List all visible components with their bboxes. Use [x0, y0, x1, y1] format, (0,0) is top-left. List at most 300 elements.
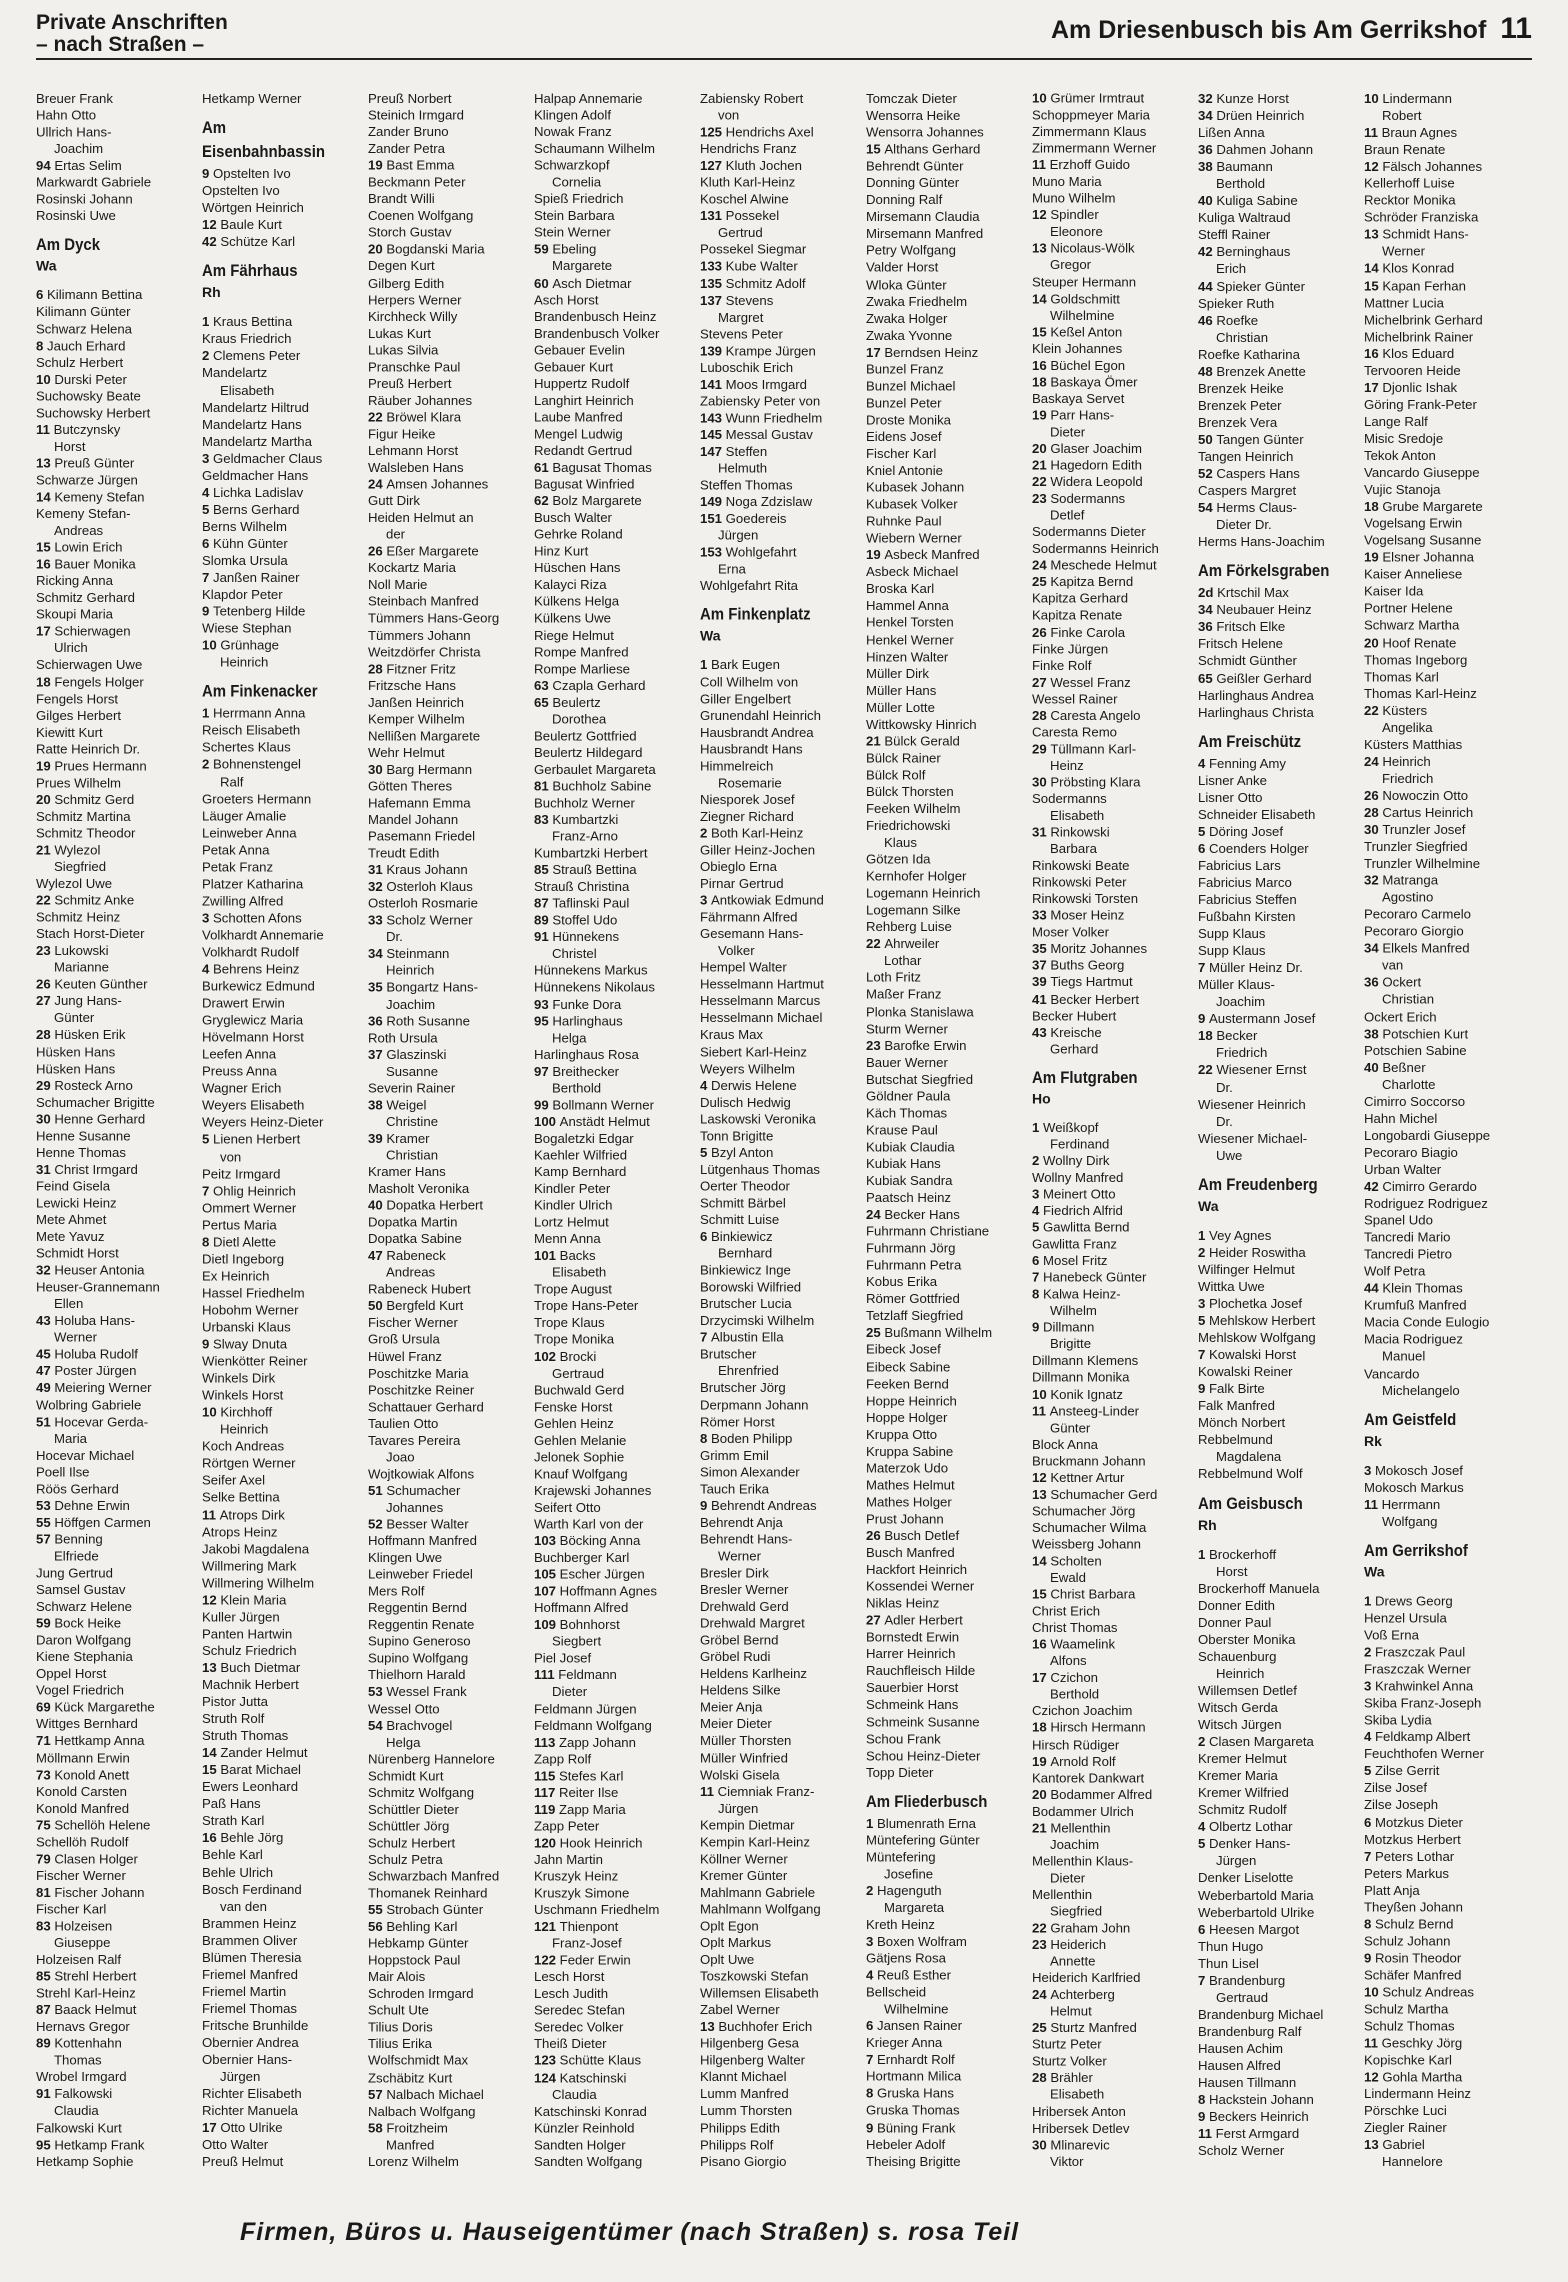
resident-entry [1032, 157, 1198, 174]
resident-name: Gätjens Rosa [866, 1950, 946, 1966]
resident-entry [202, 1830, 368, 1847]
resident-entry [1364, 651, 1530, 668]
resident-entry [700, 191, 866, 208]
resident-name: Kemeny Stefan- [36, 506, 131, 522]
resident-name: Hoppe Heinrich [866, 1392, 957, 1408]
resident-name: Schwarze Jürgen [36, 472, 138, 488]
resident-entry [1198, 959, 1364, 976]
resident-name: Koch Andreas [202, 1438, 285, 1454]
resident-entry [700, 174, 866, 191]
resident-name: Althans Gerhard [884, 141, 981, 157]
resident-entry [1032, 657, 1198, 674]
resident-name: Siegbert [552, 1634, 602, 1649]
resident-name: Ernhardt Rolf [877, 2052, 955, 2068]
resident-entry [1364, 158, 1530, 175]
house-number: 7 [1198, 1347, 1209, 1363]
resident-name: Wollny Dirk [1043, 1153, 1110, 1169]
resident-entry [866, 1848, 1032, 1865]
resident-name: Becker Hubert [1032, 1008, 1117, 1023]
resident-name: Petak Franz [202, 859, 274, 875]
resident-entry [1198, 1329, 1364, 1346]
resident-name: Werner [718, 1548, 761, 1564]
resident-entry [1198, 1546, 1364, 1563]
resident-name: Potschien Kurt [1382, 1025, 1469, 1041]
house-number: 4 [866, 1967, 877, 1983]
resident-name: Grümer Irmtraut [1050, 90, 1145, 106]
resident-name: Schwarz Martha [1364, 617, 1460, 633]
resident-name: Berns Gerhard [213, 501, 300, 517]
resident-name: Kube Walter [725, 259, 798, 274]
resident-entry [202, 1080, 368, 1097]
house-number: 15 [36, 539, 55, 555]
resident-entry [700, 1295, 866, 1312]
resident-entry [534, 258, 700, 275]
resident-entry [1364, 1280, 1530, 1297]
resident-name: Tervooren Heide [1364, 362, 1461, 378]
resident-entry [36, 157, 202, 174]
resident-name: Zilse Gerrit [1375, 1763, 1440, 1779]
resident-name: Stoffel Udo [552, 912, 618, 928]
resident-entry [1032, 1186, 1198, 1203]
resident-name: Kirchhoff [220, 1404, 273, 1420]
resident-name: Hesselmann Marcus [700, 993, 821, 1009]
resident-name: Angelika [1382, 719, 1433, 735]
resident-entry [36, 1665, 202, 1682]
resident-name: Hannelore [1382, 2154, 1443, 2170]
resident-entry [1032, 874, 1198, 891]
resident-entry [1198, 1380, 1364, 1397]
resident-name: Behling Karl [386, 1919, 458, 1934]
house-number: 24 [1032, 1987, 1051, 2002]
resident-name: Rosin Theodor [1375, 1950, 1462, 1966]
resident-entry [368, 660, 534, 677]
resident-entry [700, 1850, 866, 1867]
resident-name: Henzel Ursula [1364, 1610, 1447, 1626]
resident-entry [36, 404, 202, 421]
resident-entry [700, 376, 866, 393]
resident-name: Gryglewicz Maria [202, 1012, 304, 1028]
resident-entry [1032, 724, 1198, 741]
resident-entry [202, 1233, 368, 1250]
resident-name: Ellen [54, 1296, 84, 1312]
resident-entry [866, 377, 1032, 394]
resident-entry [700, 140, 866, 157]
resident-entry [1198, 1989, 1364, 2006]
resident-entry [534, 1214, 700, 1231]
resident-entry [1364, 1661, 1530, 1678]
house-number: 31 [368, 862, 387, 878]
resident-name: Schmitz Heinz [36, 909, 121, 925]
resident-name: Grünhage [220, 637, 279, 653]
resident-name: Oberster Monika [1198, 1631, 1296, 1647]
resident-entry [36, 472, 202, 489]
resident-entry [700, 208, 866, 225]
resident-name: Schröder Franziska [1364, 209, 1479, 225]
resident-name: Thomas Karl [1364, 668, 1439, 684]
resident-entry [202, 927, 368, 944]
house-number: 2 [202, 348, 213, 364]
house-number: 135 [700, 275, 726, 291]
resident-entry [1364, 838, 1530, 855]
resident-name: Sturtz Volker [1032, 2053, 1107, 2069]
resident-entry [1032, 123, 1198, 140]
resident-name: Busch Manfred [866, 1545, 955, 1561]
resident-entry [202, 1370, 368, 1387]
resident-entry [700, 426, 866, 443]
house-number: 113 [534, 1734, 559, 1750]
resident-name: Vancardo Giuseppe [1364, 464, 1480, 480]
resident-name: Mete Ahmet [36, 1212, 107, 1228]
house-number: 81 [534, 778, 553, 794]
resident-name: Claudia [552, 2086, 597, 2102]
resident-entry [36, 690, 202, 707]
resident-entry [534, 1063, 700, 1080]
resident-entry [866, 394, 1032, 411]
resident-entry [700, 1312, 866, 1329]
resident-name: Volker [718, 943, 755, 959]
resident-entry [368, 1516, 534, 1533]
resident-entry [1032, 1252, 1198, 1269]
resident-entry [1198, 1733, 1364, 1750]
resident-name: Jakobi Magdalena [202, 1540, 310, 1556]
resident-entry [1198, 1767, 1364, 1784]
resident-entry [368, 1180, 534, 1197]
house-number: 14 [1364, 260, 1383, 276]
resident-name: Kiene Stephania [36, 1649, 133, 1665]
resident-name: Eleonore [1050, 224, 1103, 240]
resident-name: Trope Hans-Peter [534, 1298, 639, 1314]
resident-name: Robert [1382, 107, 1422, 123]
resident-entry [1198, 363, 1364, 380]
house-number: 12 [202, 217, 221, 233]
resident-entry [700, 1699, 866, 1716]
resident-entry [368, 1885, 534, 1902]
resident-entry [534, 1549, 700, 1566]
page-footer: Firmen, Büros u. Hauseigentümer (nach Straßen) s. rosa Teil [240, 2218, 1020, 2246]
resident-name: Halpap Annemarie [534, 90, 643, 106]
resident-entry [1032, 2103, 1198, 2120]
resident-name: Kruppa Otto [866, 1426, 938, 1442]
house-number: 28 [36, 1027, 55, 1043]
resident-entry [1198, 1784, 1364, 1801]
resident-name: Müller Lotte [866, 699, 935, 715]
house-number: 36 [368, 1013, 387, 1029]
resident-name: Erich [1216, 261, 1247, 277]
resident-name: Meier Anja [700, 1699, 763, 1715]
resident-entry [1364, 124, 1530, 141]
resident-name: Bodammer Alfred [1050, 1787, 1153, 1802]
resident-name: Küsters Matthias [1364, 736, 1463, 752]
resident-entry [700, 1043, 866, 1060]
resident-entry [1364, 1695, 1530, 1712]
resident-name: Hövelmann Horst [202, 1029, 304, 1045]
resident-name: Sodermanns Heinrich [1032, 541, 1159, 556]
resident-name: Reggentin Bernd [368, 1600, 467, 1616]
house-number: 30 [1364, 821, 1383, 837]
resident-entry [534, 1851, 700, 1868]
resident-entry [202, 586, 368, 603]
resident-name: Moser Heinz [1050, 908, 1125, 923]
resident-name: Drüen Heinrich [1216, 108, 1305, 124]
resident-entry [1032, 1769, 1198, 1786]
resident-entry [534, 1381, 700, 1398]
resident-entry [368, 1818, 534, 1835]
resident-entry [534, 1834, 700, 1851]
house-number: 95 [534, 1013, 553, 1029]
resident-entry [1364, 107, 1530, 124]
resident-entry [368, 1700, 534, 1717]
house-number: 7 [866, 2052, 877, 2068]
resident-name: Baule Kurt [220, 217, 282, 233]
resident-entry [534, 1197, 700, 1214]
resident-entry [36, 2102, 202, 2119]
house-number: 37 [368, 1047, 387, 1062]
house-number: 124 [534, 2070, 560, 2085]
resident-entry [534, 778, 700, 795]
resident-entry [1364, 1513, 1530, 1530]
resident-name: Gehlen Heinz [534, 1416, 614, 1431]
resident-entry [1364, 685, 1530, 702]
house-number: 26 [1364, 787, 1383, 803]
resident-name: Steinich Irmgard [368, 107, 465, 123]
resident-entry [368, 2086, 534, 2103]
resident-entry [368, 1784, 534, 1801]
resident-name: Buchberger Karl [534, 1550, 630, 1565]
house-number: 62 [534, 493, 553, 509]
resident-entry [866, 1477, 1032, 1494]
resident-entry [202, 1761, 368, 1778]
house-number: 12 [202, 1592, 221, 1608]
resident-entry [1032, 1486, 1198, 1503]
resident-name: Coll Wilhelm von [700, 674, 799, 690]
resident-entry [866, 361, 1032, 378]
resident-name: Thun Lisel [1198, 1955, 1259, 1971]
resident-entry [1198, 1682, 1364, 1699]
resident-entry [1198, 414, 1364, 431]
resident-entry [534, 1096, 700, 1113]
resident-entry [866, 479, 1032, 496]
resident-entry [1364, 1593, 1530, 1610]
resident-name: Schattauer Gerhard [368, 1399, 484, 1415]
resident-name: Wylezol Uwe [36, 876, 113, 891]
resident-entry [866, 2085, 1032, 2102]
resident-name: Logemann Heinrich [866, 885, 981, 901]
resident-entry [534, 174, 700, 191]
resident-entry [36, 2052, 202, 2069]
resident-entry [534, 560, 700, 577]
resident-entry [866, 293, 1032, 310]
resident-name: Gesemann Hans- [700, 926, 804, 942]
resident-name: Klapdor Peter [202, 586, 283, 602]
resident-name: Prust Johann [866, 1511, 944, 1527]
resident-entry [202, 1881, 368, 1898]
resident-entry [1032, 1302, 1198, 1319]
resident-name: Sandten Holger [534, 2137, 626, 2153]
resident-name: Pasemann Friedel [368, 828, 476, 844]
resident-entry [866, 699, 1032, 716]
resident-entry [534, 2103, 700, 2120]
resident-name: Boden Philipp [711, 1430, 793, 1446]
resident-entry [202, 1966, 368, 1983]
resident-entry [534, 526, 700, 543]
resident-entry [36, 2119, 202, 2136]
resident-entry [1198, 1818, 1364, 1835]
directory-column [1364, 90, 1530, 2170]
resident-entry [368, 2069, 534, 2086]
resident-entry [368, 358, 534, 375]
resident-entry [866, 783, 1032, 800]
house-number: 50 [368, 1298, 387, 1314]
resident-name: Denker Liselotte [1198, 1870, 1294, 1886]
resident-name: Andreas [386, 1265, 436, 1280]
resident-name: Weyers Wilhelm [700, 1061, 796, 1076]
resident-entry [866, 1392, 1032, 1409]
resident-entry [36, 741, 202, 758]
resident-name: Hahn Michel [1364, 1110, 1438, 1126]
resident-name: Röös Gerhard [36, 1481, 119, 1497]
house-number: 65 [534, 694, 553, 710]
resident-entry [866, 124, 1032, 141]
resident-entry [1198, 1465, 1364, 1482]
resident-name: Portner Helene [1364, 600, 1453, 616]
resident-name: Elsner Johanna [1382, 549, 1474, 565]
house-number: 23 [866, 1037, 885, 1053]
resident-entry [534, 1465, 700, 1482]
resident-name: Adler Herbert [884, 1612, 963, 1628]
resident-entry [36, 1060, 202, 1077]
resident-name: Zapp Johann [558, 1734, 636, 1750]
resident-name: der [386, 527, 406, 542]
resident-entry [36, 1346, 202, 1363]
resident-name: Rompe Manfred [534, 644, 629, 660]
resident-name: Schütze Karl [220, 234, 296, 250]
house-number: 7 [1198, 960, 1209, 976]
resident-entry [1032, 2020, 1198, 2037]
resident-name: Mers Rolf [368, 1583, 425, 1599]
resident-entry [534, 1398, 700, 1415]
resident-name: Mlinarevic [1050, 2137, 1110, 2153]
resident-name: Brähler [1050, 2070, 1093, 2086]
resident-entry [534, 1952, 700, 1969]
resident-name: Feder Erwin [559, 1952, 631, 1968]
resident-entry [1032, 190, 1198, 207]
resident-name: Weberbartold Maria [1198, 1887, 1314, 1903]
resident-entry [202, 1404, 368, 1421]
resident-name: Zapp Maria [558, 1801, 626, 1817]
resident-name: Preuß Helmut [202, 2154, 284, 2170]
resident-entry [866, 1713, 1032, 1730]
resident-entry [368, 157, 534, 174]
house-number: 93 [534, 996, 553, 1012]
resident-name: Steffen [725, 444, 768, 459]
resident-entry [202, 501, 368, 518]
house-number: 2 [202, 757, 213, 773]
resident-name: Opstelten Ivo [202, 183, 280, 199]
resident-name: Graham John [1050, 1920, 1131, 1936]
resident-entry [368, 1583, 534, 1600]
resident-entry [1032, 490, 1198, 507]
resident-entry [1032, 757, 1198, 774]
resident-name: Kamp Bernhard [534, 1164, 627, 1180]
house-number: 87 [36, 2002, 55, 2018]
resident-name: Preuß Herbert [368, 376, 452, 391]
house-number: 101 [534, 1248, 560, 1264]
resident-name: Bernhard [718, 1245, 773, 1261]
resident-entry [202, 841, 368, 858]
street-heading: Am Fährhaus [202, 261, 298, 281]
resident-entry [36, 1884, 202, 1901]
resident-entry [36, 1951, 202, 1968]
resident-entry [368, 1717, 534, 1734]
resident-entry [700, 757, 866, 774]
resident-entry [36, 1480, 202, 1497]
house-number: 9 [202, 166, 213, 182]
resident-name: Sodermanns [1032, 791, 1107, 807]
resident-name: Hetkamp Sophie [36, 2153, 134, 2169]
house-number: 89 [534, 912, 553, 928]
resident-name: Köllner Werner [700, 1851, 788, 1867]
resident-name: Schmitt Bärbel [700, 1195, 786, 1211]
house-number: 30 [36, 1111, 55, 1127]
resident-name: Eßer Margarete [386, 543, 479, 559]
resident-name: Hinzen Walter [866, 648, 949, 664]
house-number: 4 [202, 484, 213, 500]
resident-name: Spindler [1050, 207, 1099, 223]
resident-entry [368, 409, 534, 426]
resident-name: Sodermanns Dieter [1032, 524, 1146, 540]
resident-name: Wessel Frank [386, 1684, 467, 1700]
resident-entry [1364, 1297, 1530, 1314]
resident-entry [368, 90, 534, 107]
resident-name: Krumfuß Manfred [1364, 1297, 1467, 1313]
resident-name: Hagenguth [877, 1883, 942, 1899]
resident-name: Pirnar Gertrud [700, 876, 784, 891]
resident-entry [1364, 260, 1530, 277]
resident-name: Macia Conde Eulogio [1364, 1314, 1490, 1330]
resident-name: Pranschke Paul [368, 359, 461, 375]
resident-name: Heinrich [386, 963, 435, 978]
resident-entry [1198, 652, 1364, 669]
house-number: 9 [202, 1336, 213, 1352]
resident-name: Leinweber Friedel [368, 1566, 473, 1582]
resident-entry [36, 1985, 202, 2002]
resident-name: Friemel Martin [202, 1983, 287, 1999]
resident-entry [1198, 1227, 1364, 1244]
resident-name: Behrendt Hans- [700, 1531, 793, 1547]
house-number: 40 [1198, 193, 1217, 209]
resident-entry [36, 2002, 202, 2019]
resident-entry [202, 1455, 368, 1472]
resident-entry [534, 929, 700, 946]
resident-entry [1032, 1853, 1198, 1870]
resident-name: Possekel Siegmar [700, 242, 807, 258]
resident-name: Gruska Thomas [866, 2103, 960, 2118]
resident-entry [1032, 891, 1198, 908]
resident-name: Kramer Hans [368, 1164, 446, 1180]
resident-name: Platt Anja [1364, 1882, 1420, 1898]
resident-name: Severin Rainer [368, 1080, 456, 1096]
resident-name: Wollny Manfred [1032, 1170, 1124, 1185]
resident-name: Backs [559, 1248, 596, 1264]
resident-name: Berthold [1216, 176, 1266, 192]
resident-name: Brandenburg Michael [1198, 2006, 1324, 2022]
resident-entry [36, 1850, 202, 1867]
resident-entry [700, 1396, 866, 1413]
house-number: 35 [1032, 941, 1051, 957]
house-number: 31 [36, 1161, 55, 1177]
resident-entry [866, 462, 1032, 479]
resident-name: Lehmann Horst [368, 443, 459, 458]
